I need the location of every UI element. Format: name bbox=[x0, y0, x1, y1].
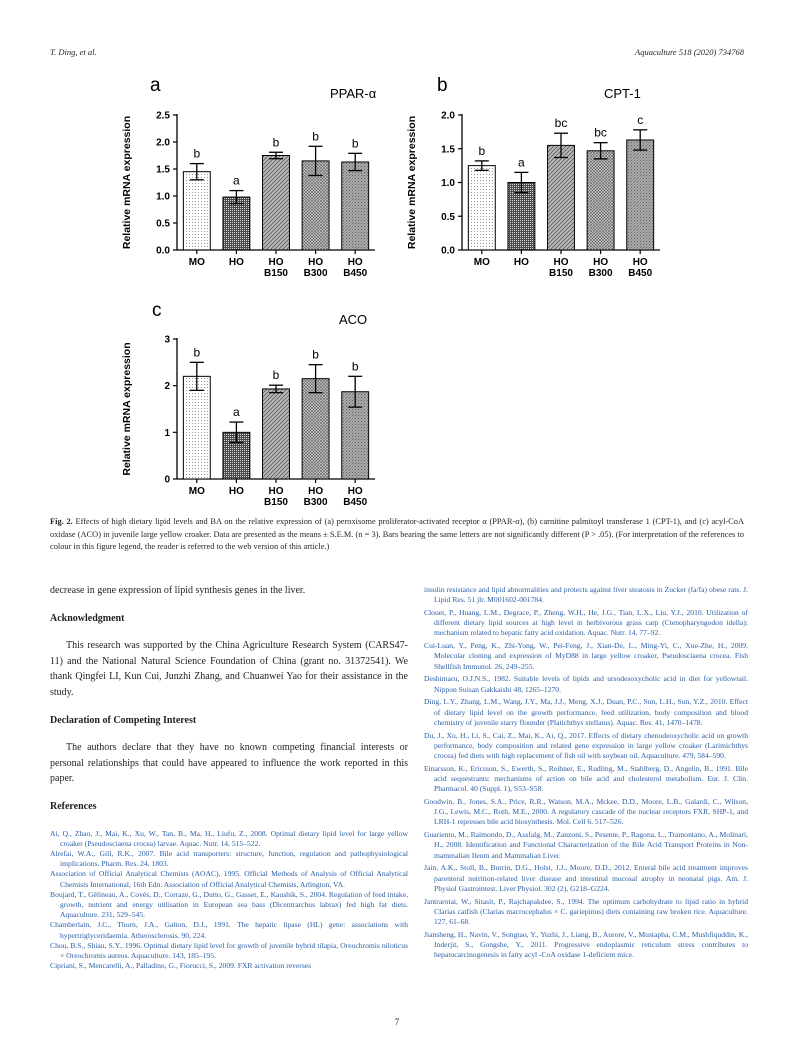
competing-interest-text: The authors declare that they have no known competing financial interests or personal relationships that could have appeared to influence the work reported in this paper. bbox=[50, 742, 408, 785]
x-tick-label: HO bbox=[228, 486, 244, 497]
x-tick-label: HO bbox=[268, 486, 284, 497]
y-tick-label: 2 bbox=[164, 381, 170, 393]
running-header-authors: T. Ding, et al. bbox=[50, 47, 97, 57]
significance-letter: a bbox=[233, 405, 240, 420]
significance-letter: c bbox=[637, 112, 644, 127]
bar bbox=[263, 156, 290, 251]
y-tick-label: 1.5 bbox=[441, 144, 455, 156]
reference-item[interactable]: Chamberlain, J.C., Thorn, J.A., Galton, D.J., 1991. The hepatic lipase (HL) gene: associations with hypertriglyceridaemia. Atherosclerosis. 90, 224. bbox=[50, 920, 408, 940]
y-axis-label: Relative mRNA expression bbox=[121, 115, 133, 250]
running-header-journal: Aquaculture 518 (2020) 734768 bbox=[635, 47, 744, 57]
acknowledgment-heading: Acknowledgment bbox=[50, 612, 125, 624]
x-tick-label: HO bbox=[632, 257, 648, 268]
page-number: 7 bbox=[394, 1017, 400, 1027]
reference-item[interactable]: Deshimaru, O.J.N.S., 1982. Suitable levels of lipids and ursodesoxycholic acid in diet for yellowtail. Nippon Suisan Gakkaishi 48, 1265–1270. bbox=[424, 674, 748, 694]
reference-item[interactable]: Du, J., Xu, H., Li, S., Cai, Z., Mai, K., Ai, Q., 2017. Effects of dietary chenodeoxycholic acid on growth performance, body composition and related gene expression in large yellow croaker (Larimichthys crocea) fed diets with high replacement of fish oil with soybean oil. Aquaculture. 479, 584–590. bbox=[424, 730, 748, 761]
x-tick-label: HO bbox=[347, 257, 363, 268]
significance-letter: b bbox=[272, 368, 280, 383]
reference-item[interactable]: Ding, L.Y., Zhang, L.M., Wang, J.Y., Ma, J.J., Meng, X.J., Duan, P.C., Sun, L.H., Sun, Y.Z., 2010. Effect of dietary lipid level on the growth performance, feed utilization, body composition and blood chemistry of juvenile starry flounder (Platichthys stellatus). Aquac. Res. 41, 1470–1478. bbox=[424, 697, 748, 727]
y-tick-label: 3 bbox=[164, 334, 170, 346]
references-list-right bbox=[424, 585, 748, 960]
bar bbox=[627, 140, 654, 250]
reference-item[interactable]: Jiansheng, H., Navin, V., Songtao, Y., Yuzhi, J., Liang, B., Aurore, V., Mustapha, C.M., Mushfiquddin, K., Inderjit, S., Gongshe, Y., 2011. Progressive endoplasmic reticulum stress contributes to hepatocarcinogenesis in fatty acyl -CoA oxidase 1-deficient mice. bbox=[424, 929, 748, 960]
x-tick-label: B450 bbox=[343, 497, 368, 508]
bar bbox=[468, 166, 495, 250]
reference-item[interactable]: Alrefai, W.A., Gill, R.K., 2007. Bile acid transporters: structure, function, regulation and pathophysiological implications. Pharm. Res. 24, 1803. bbox=[50, 848, 408, 869]
significance-letter: bc bbox=[554, 116, 568, 131]
x-tick-label: MO bbox=[188, 257, 205, 268]
x-tick-label: B300 bbox=[303, 497, 328, 508]
reference-item[interactable]: Jantrarotai, W., Sitasit, P., Rajchapakdee, S., 1994. The optimum carbohydrate to lipid ratio in hybrid Clarias catfish (Clarias macrocephalus × C. gariepinus) diets containing raw broken rice. Aquaculture. 127, 61–68. bbox=[424, 896, 748, 927]
x-tick-label: B150 bbox=[264, 497, 288, 508]
significance-letter: b bbox=[272, 135, 280, 150]
y-tick-label: 1.5 bbox=[156, 164, 170, 176]
panel-title: CPT-1 bbox=[604, 86, 641, 101]
x-tick-label: B300 bbox=[303, 268, 328, 279]
x-tick-label: B150 bbox=[264, 268, 288, 279]
x-tick-label: B300 bbox=[588, 268, 613, 279]
figure-2-charts bbox=[0, 0, 794, 515]
references-list-left bbox=[50, 829, 408, 972]
bar bbox=[548, 145, 575, 250]
panel-label: c bbox=[152, 300, 162, 321]
significance-letter: b bbox=[312, 129, 319, 144]
reference-item[interactable]: Goodwin, B., Jones, S.A., Price, R.R., Watson, M.A., Mckee, D.D., Moore, L.B., Galardi, C., Wilson, J.G., Lewis, M.C., Roth, M.E., 2000. A regulatory cascade of the nuclear receptors FXR, SHP-1, and LRH-1 represses bile acid biosynthesis. Mol. Cell 6, 517–526. bbox=[424, 797, 748, 827]
y-tick-label: 2.5 bbox=[156, 110, 170, 122]
significance-letter: a bbox=[233, 173, 240, 188]
bar bbox=[302, 379, 329, 479]
y-axis-label: Relative mRNA expression bbox=[406, 115, 418, 250]
x-tick-label: MO bbox=[473, 257, 490, 268]
x-tick-label: B450 bbox=[343, 268, 368, 279]
right-column bbox=[424, 585, 748, 963]
x-tick-label: B150 bbox=[549, 268, 573, 279]
bar bbox=[263, 389, 290, 479]
x-tick-label: HO bbox=[553, 257, 569, 268]
y-tick-label: 0.5 bbox=[156, 218, 170, 230]
significance-letter: b bbox=[478, 143, 486, 158]
bar bbox=[183, 172, 210, 250]
x-tick-label: HO bbox=[228, 257, 244, 268]
y-tick-label: 1 bbox=[164, 427, 170, 439]
bar bbox=[342, 162, 369, 250]
acknowledgment-text: This research was supported by the China Agriculture Research System (CARS47-11) and the National Natural Science Foundation of China (grant no. 31372541). We thank Qingfei LI, Kun Cui, Junzhi Zhang, and Chuanwei Yao for their assistance in the study. bbox=[50, 640, 408, 698]
significance-letter: b bbox=[193, 345, 201, 360]
x-tick-label: HO bbox=[513, 257, 529, 268]
y-tick-label: 2.0 bbox=[441, 110, 455, 122]
y-tick-label: 0.5 bbox=[441, 211, 455, 223]
significance-letter: b bbox=[312, 347, 319, 362]
figure-caption bbox=[50, 516, 744, 554]
body-paragraph-intro: decrease in gene expression of lipid synthesis genes in the liver. bbox=[50, 585, 306, 596]
reference-item[interactable]: insulin resistance and lipid abnormalities and protects against liver steatosis in Zucker (fa/fa) obese rats. J. Lipid Res. 51 jlr. M001602-001784. bbox=[424, 585, 748, 605]
bar bbox=[183, 376, 210, 479]
x-tick-label: B450 bbox=[628, 268, 653, 279]
competing-interest-heading: Declaration of Competing Interest bbox=[50, 714, 197, 726]
x-tick-label: HO bbox=[593, 257, 609, 268]
reference-item[interactable]: Association of Official Analytical Chemists (AOAC), 1995. Official Methods of Analysis of Official Analytical Chemists International, 16th Edn. Association of Official Analytical Chemists, Arlington, VA. bbox=[50, 869, 408, 889]
y-tick-label: 0.0 bbox=[156, 245, 170, 257]
x-tick-label: HO bbox=[308, 486, 324, 497]
significance-letter: b bbox=[351, 136, 359, 151]
reference-item[interactable]: Einarsson, K., Ericsson, S., Ewerth, S., Reihner, E., Rudling, M., Stahlberg, D., Angelin, B., 1991. Bile acid sequestrants: mechanisms of action on bile acid and cholesterol metabolism. Eur. J. Clin. Pharmacol. 40 (Suppl. 1), S53–S58. bbox=[424, 763, 748, 794]
significance-letter: a bbox=[518, 155, 525, 170]
reference-item[interactable]: Chou, B.S., Shiau, S.Y., 1996. Optimal dietary lipid level for growth of juvenile hybrid tilapia, Oreochromis niloticus × Oreochromis aureus. Aquaculture. 143, 185–195. bbox=[50, 940, 408, 960]
panel-label: b bbox=[437, 75, 448, 96]
significance-letter: bc bbox=[594, 125, 607, 140]
y-tick-label: 1.0 bbox=[441, 178, 455, 189]
x-tick-label: HO bbox=[308, 257, 324, 268]
figure-caption-label: Fig. 2. bbox=[50, 517, 73, 526]
reference-item[interactable]: Ai, Q., Zhao, J., Mai, K., Xu, W., Tan, B., Ma, H., Liufu, Z., 2008. Optimal dietary lipid level for large yellow croaker (Pseudosciaena crocea) larvae. Aquac. Nutr. 14, 515–522. bbox=[50, 828, 408, 848]
y-tick-label: 1.0 bbox=[156, 191, 170, 203]
y-tick-label: 0.0 bbox=[441, 245, 455, 257]
reference-item[interactable]: Jain, A.K., Stoll, B., Burrin, D.G., Holst, J.J., Moore, D.D., 2012. Enteral bile acid treatment improves parenteral nutrition-related liver disease and intestinal mucosal atrophy in neonatal pigs. Am. J. Physiol Gastrointest. Liver Physiol. 302 (2), G218–G224. bbox=[424, 863, 748, 893]
reference-item[interactable]: Boujard, T., Gélineau, A., Covès, D., Corraze, G., Dutto, G., Gasset, E., Kaushik, S., 2004. Regulation of feed intake, growth, nutrient and energy utilisation in European sea bass (Dicentrarchus labrax) fed high fat diets. Aquaculture. 231, 529–545. bbox=[50, 889, 408, 920]
panel-title: ACO bbox=[339, 312, 368, 327]
figure-caption-text: Effects of high dietary lipid levels and BA on the relative expression of (a) peroxisome proliferator-activated receptor α (PPAR-α), (b) carnitine palmitoyl transferase 1 (CPT-1), and (c) acyl-CoA oxidase (ACO) in juvenile large yellow croaker. Data are presented as the means ± S.E.M. (n = 3). Bars bearing the same letters are not significantly different (P > .05). (For interpretation of the references to colour in this figure legend, the reader is referred to the web version of this article.) bbox=[50, 517, 745, 552]
y-tick-label: 2.0 bbox=[156, 137, 170, 149]
reference-item[interactable]: Guariento, M., Raimondo, D., Assfalg, M., Zanzoni, S., Pesente, P., Ragona, L., Tramontano, A., Molinari, H., 2008. Identification and Functional Characterization of the Bile Acid Transport Proteins in Non-mammalian Ileum and Mammalian Liver. bbox=[424, 830, 748, 860]
significance-letter: b bbox=[351, 359, 359, 374]
references-heading: References bbox=[50, 800, 97, 812]
reference-item[interactable]: Cipriani, S., Mencarelli, A., Palladino, G., Fiorucci, S., 2009. FXR activation reverses bbox=[50, 961, 312, 971]
x-tick-label: HO bbox=[347, 486, 363, 497]
x-tick-label: HO bbox=[268, 257, 284, 268]
significance-letter: b bbox=[193, 146, 201, 161]
reference-item[interactable]: Cui-Luan, Y., Peng, K., Zhi-Yong, W., Pei-Feng, J., Xian-De, L., Ming-Yi, C., Xue-Zhe, H., 2009. Molecular cloning and expression of MyD88 in large yellow croaker, Pseudosciaena crocea. Fish Shellfish Immunol. 26, 249–255. bbox=[424, 641, 748, 671]
bar bbox=[223, 197, 250, 250]
panel-label: a bbox=[150, 75, 161, 96]
x-tick-label: MO bbox=[188, 486, 205, 497]
reference-item[interactable]: Clouet, P., Huang, L.M., Degrace, P., Zheng, W.H., He, J.G., Tian, L.X., Liu, Y.J., 2010. Utilization of different dietary lipid sources at high level in herbivorous grass carp (Ctenopharyngodon idella): mechanism related to hepatic fatty acid oxidation. Aquac. Nutr. 14, 77–92. bbox=[424, 608, 748, 638]
left-column bbox=[50, 583, 408, 971]
y-tick-label: 0 bbox=[164, 474, 170, 486]
bar bbox=[587, 151, 614, 250]
y-axis-label: Relative mRNA expression bbox=[121, 342, 133, 476]
panel-title: PPAR-α bbox=[330, 86, 377, 101]
